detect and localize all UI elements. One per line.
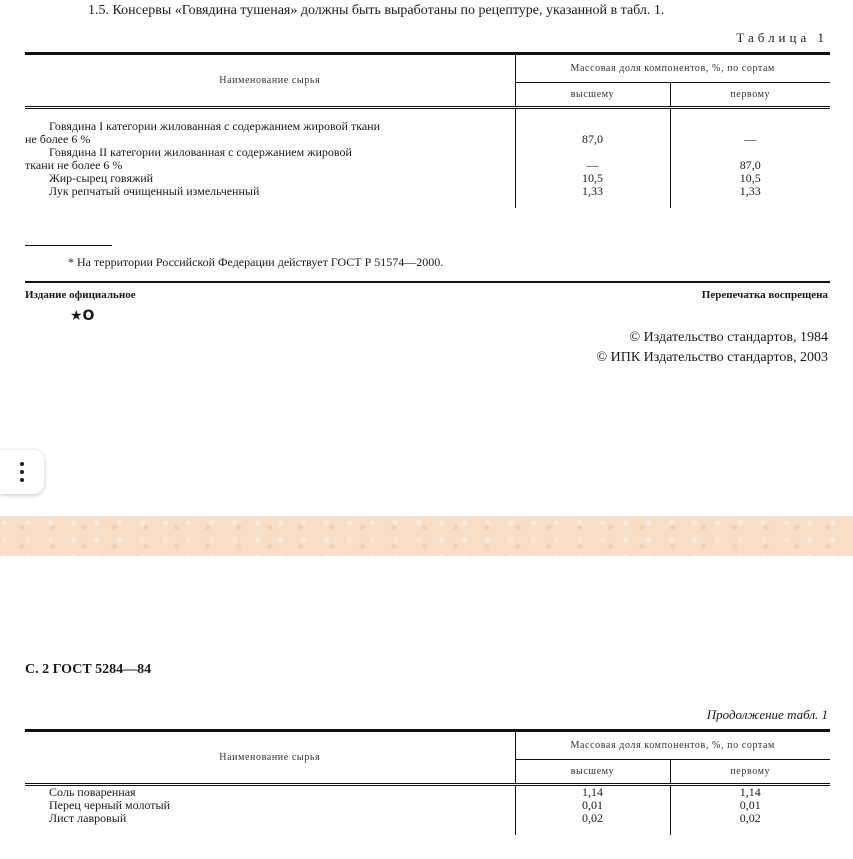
- column-header-grade1: высшему: [515, 83, 670, 108]
- table-row: [25, 172, 830, 185]
- cell-grade1: —: [515, 146, 670, 172]
- cell-grade2: 10,5: [670, 172, 830, 185]
- cell-grade1: 1,33: [515, 185, 670, 198]
- table-row: [25, 185, 830, 198]
- more-options-button[interactable]: [0, 450, 44, 494]
- row-name: Соль поваренная: [49, 785, 136, 799]
- cell-grade1: 1,14: [515, 785, 670, 800]
- cell-grade2: 87,0: [670, 146, 830, 172]
- table-row: [25, 146, 830, 172]
- cell-grade2: —: [670, 120, 830, 146]
- row-name: Перец черный молотый: [49, 798, 171, 812]
- column-header-group: Массовая доля компонентов, %, по сортам: [515, 731, 830, 760]
- table-caption: Таблица 1: [736, 30, 828, 45]
- clause-1-5-text: 1.5. Консервы «Говядина тушеная» должны быть выработаны по рецептуре, указанной в табл. 1.: [88, 3, 665, 18]
- copyright-line-2: © ИПК Издательство стандартов, 2003: [596, 350, 828, 365]
- row-name-line: ткани не более 6 %: [25, 157, 123, 172]
- more-vertical-icon: [19, 461, 25, 483]
- edition-mark: ★О: [70, 308, 95, 324]
- table-row: [25, 799, 830, 812]
- recipe-table-continued: [25, 729, 830, 835]
- copyright-line-1: © Издательство стандартов, 1984: [629, 330, 828, 345]
- page-header: С. 2 ГОСТ 5284—84: [25, 662, 152, 677]
- cell-grade1: 87,0: [515, 120, 670, 146]
- cell-grade2: 0,01: [670, 799, 830, 812]
- reprint-notice: Перепечатка воспрещена: [701, 289, 828, 301]
- footnote-rule: [25, 245, 112, 246]
- page-rule: [25, 281, 830, 283]
- row-name: Жир-сырец говяжий: [49, 170, 154, 185]
- column-header-grade1: высшему: [515, 760, 670, 785]
- cell-grade1: 10,5: [515, 172, 670, 185]
- cell-grade1: 0,01: [515, 799, 670, 812]
- row-name-line: Говядина II категории жилованная с содержанием жировой: [49, 144, 352, 159]
- row-name: Лук репчатый очищенный измельченный: [49, 183, 260, 198]
- table-row: [25, 785, 830, 800]
- cell-grade2: 1,14: [670, 785, 830, 800]
- row-name: Лист лавровый: [49, 811, 127, 825]
- cell-grade2: 0,02: [670, 812, 830, 825]
- cell-grade1: 0,02: [515, 812, 670, 825]
- row-name-line: не более 6 %: [25, 131, 91, 146]
- recipe-table: [25, 52, 830, 208]
- table-row: [25, 812, 830, 825]
- table-row: [25, 120, 830, 146]
- column-header-grade2: первому: [670, 760, 830, 785]
- column-header-name: Наименование сырья: [25, 731, 515, 785]
- column-header-grade2: первому: [670, 83, 830, 108]
- footnote: * На территории Российской Федерации действует ГОСТ Р 51574—2000.: [68, 255, 444, 269]
- column-header-name: Наименование сырья: [25, 54, 515, 108]
- edition-label: Издание официальное: [25, 289, 136, 301]
- row-name-line: Говядина I категории жилованная с содержанием жировой ткани: [49, 118, 381, 133]
- table-continuation-caption: Продолжение табл. 1: [706, 707, 828, 722]
- cell-grade2: 1,33: [670, 185, 830, 198]
- page-separator: [0, 516, 853, 556]
- column-header-group: Массовая доля компонентов, %, по сортам: [515, 54, 830, 83]
